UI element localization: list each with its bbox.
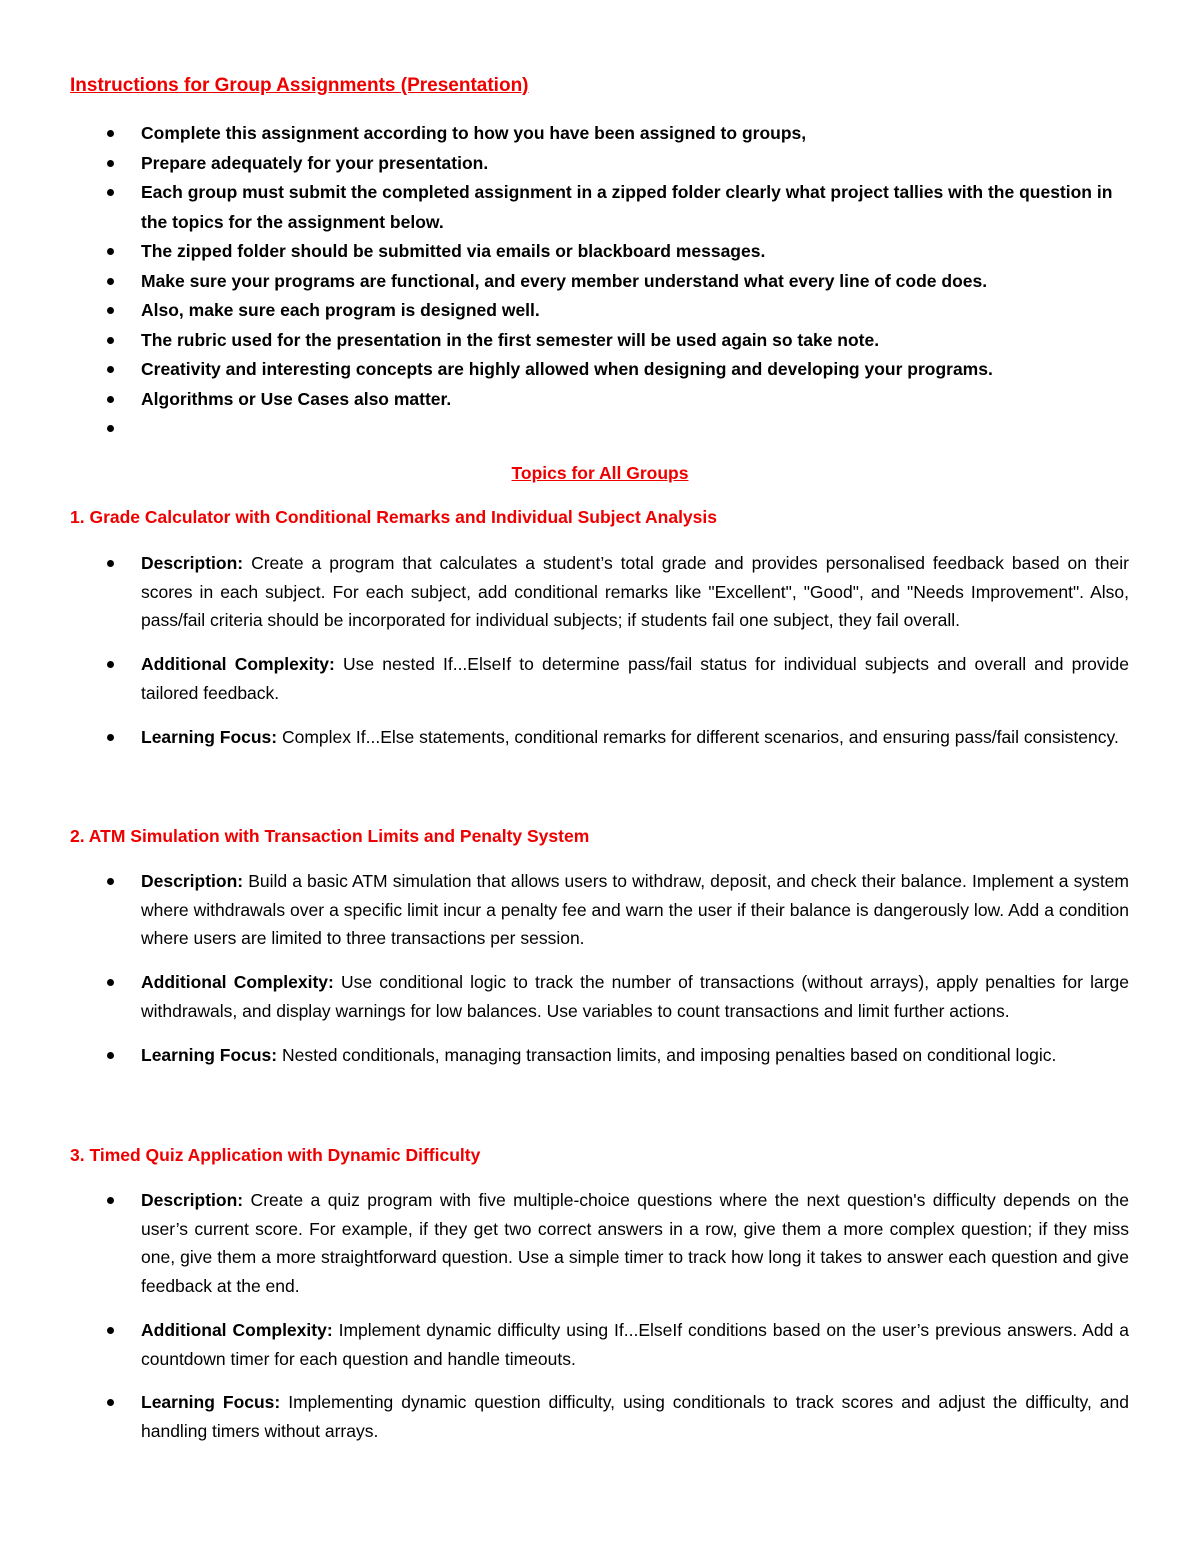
bullet-icon xyxy=(107,160,114,167)
bullet-icon xyxy=(107,130,114,137)
bullet-icon xyxy=(107,1399,114,1406)
bullet-icon xyxy=(107,189,114,196)
instruction-item: Make sure your programs are functional, and every member understand what every line of code does. xyxy=(70,267,1130,297)
topic-1-complexity: Additional Complexity: Use nested If...ElseIf to determine pass/fail status for individual subjects and overall and provide tailored feedback. xyxy=(70,650,1129,707)
instructions-list xyxy=(70,119,1130,444)
bullet-icon xyxy=(107,278,114,285)
topic-2-heading: 2. ATM Simulation with Transaction Limits and Penalty System xyxy=(70,826,590,846)
instruction-item: Creativity and interesting concepts are highly allowed when designing and developing your programs. xyxy=(70,355,1130,385)
bullet-icon xyxy=(107,979,114,986)
topic-1-description: Description: Create a program that calculates a student’s total grade and provides personalised feedback based on their scores in each subject. For each subject, add conditional remarks like "Excellent", "Good", and "Needs Improvement". Also, pass/fail criteria should be incorporated for individual subjects; if students fail one subject, they fail overall. xyxy=(70,549,1129,635)
topic-3-heading: 3. Timed Quiz Application with Dynamic Difficulty xyxy=(70,1145,481,1165)
topic-2-learning-focus: Learning Focus: Nested conditionals, managing transaction limits, and imposing penalties based on conditional logic. xyxy=(70,1041,1129,1070)
instruction-item: Complete this assignment according to how you have been assigned to groups, xyxy=(70,119,1130,149)
bullet-icon xyxy=(107,425,114,432)
instruction-item: The rubric used for the presentation in the first semester will be used again so take note. xyxy=(70,326,1130,356)
instructions-title: Instructions for Group Assignments (Presentation) xyxy=(70,75,529,96)
topic-1-learning-focus: Learning Focus: Complex If...Else statements, conditional remarks for different scenarios, and ensuring pass/fail consistency. xyxy=(70,723,1129,752)
bullet-icon xyxy=(107,366,114,373)
topics-title: Topics for All Groups xyxy=(511,463,689,483)
topic-3-list xyxy=(70,1186,1129,1461)
bullet-icon xyxy=(107,248,114,255)
topic-3-learning-focus: Learning Focus: Implementing dynamic question difficulty, using conditionals to track scores and adjust the difficulty, and handling timers without arrays. xyxy=(70,1388,1129,1445)
bullet-icon xyxy=(107,1327,114,1334)
instruction-item: Also, make sure each program is designed well. xyxy=(70,296,1130,326)
topic-1-heading: 1. Grade Calculator with Conditional Remarks and Individual Subject Analysis xyxy=(70,507,717,527)
bullet-icon xyxy=(107,1052,114,1059)
bullet-icon xyxy=(107,1197,114,1204)
topic-2-description: Description: Build a basic ATM simulation that allows users to withdraw, deposit, and check their balance. Implement a system where withdrawals over a specific limit incur a penalty fee and warn the user if their balance is dangerously low. Add a condition where users are limited to three transactions per session. xyxy=(70,867,1129,953)
instruction-item: Prepare adequately for your presentation. xyxy=(70,149,1130,179)
bullet-icon xyxy=(107,560,114,567)
topic-3-description: Description: Create a quiz program with five multiple-choice questions where the next question's difficulty depends on the user’s current score. For example, if they get two correct answers in a row, give them a more complex question; if they miss one, give them a more straightforward question. Use a simple timer to track how long it takes to answer each question and give feedback at the end. xyxy=(70,1186,1129,1301)
topic-3-complexity: Additional Complexity: Implement dynamic difficulty using If...ElseIf conditions based on the user’s previous answers. Add a countdown timer for each question and handle timeouts. xyxy=(70,1316,1129,1373)
instruction-item: Algorithms or Use Cases also matter. xyxy=(70,385,1130,415)
bullet-icon xyxy=(107,878,114,885)
instruction-item-empty xyxy=(70,414,1130,444)
topic-2-list xyxy=(70,867,1129,1084)
instruction-item: Each group must submit the completed assignment in a zipped folder clearly what project tallies with the question in the topics for the assignment below. xyxy=(70,178,1130,237)
bullet-icon xyxy=(107,734,114,741)
bullet-icon xyxy=(107,337,114,344)
bullet-icon xyxy=(107,307,114,314)
bullet-icon xyxy=(107,396,114,403)
topic-2-complexity: Additional Complexity: Use conditional logic to track the number of transactions (without arrays), apply penalties for large withdrawals, and display warnings for low balances. Use variables to count transactions and limit further actions. xyxy=(70,968,1129,1025)
topic-1-list xyxy=(70,549,1129,766)
instruction-item: The zipped folder should be submitted via emails or blackboard messages. xyxy=(70,237,1130,267)
bullet-icon xyxy=(107,661,114,668)
